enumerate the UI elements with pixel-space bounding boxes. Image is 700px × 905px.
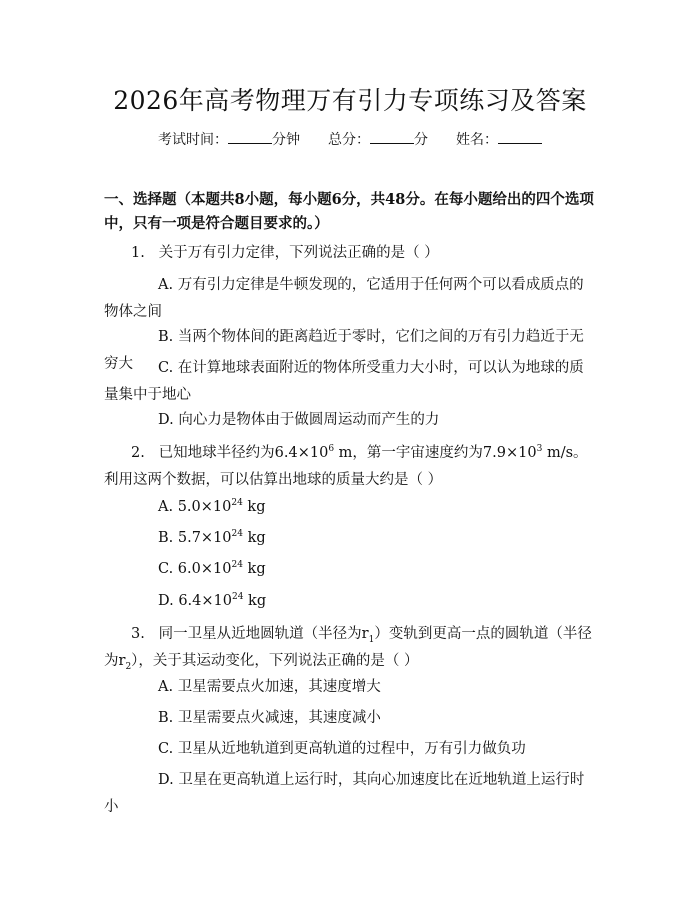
option-c-base: C. 6.0×10 xyxy=(158,561,232,577)
question-2-option-a xyxy=(104,494,592,521)
exam-time-field xyxy=(158,129,300,151)
question-2 xyxy=(104,440,592,494)
student-name-field xyxy=(456,129,542,151)
question-3-subscript-1: 1 xyxy=(368,634,375,645)
total-score-label: 总分： xyxy=(328,132,370,148)
question-2-option-c xyxy=(104,556,592,583)
question-2-exponent-2: 3 xyxy=(536,444,543,455)
question-3-text-a: 同一卫星从近地圆轨道（半径为r xyxy=(158,626,369,642)
exam-time-unit: 分钟 xyxy=(272,132,300,148)
option-d-unit: kg xyxy=(243,593,267,609)
question-1-stem xyxy=(104,240,592,267)
question-2-text-c: m/s。利用这两个数据，可以估算出地球的质量大约是（ ） xyxy=(104,445,588,488)
question-3 xyxy=(104,621,592,675)
option-d-exponent: 24 xyxy=(232,592,244,603)
question-1-option-d: D. 向心力是物体由于做圆周运动而产生的力 xyxy=(158,412,440,428)
question-3-stem xyxy=(104,621,592,675)
total-score-unit: 分 xyxy=(414,132,428,148)
question-2-text-b: m，第一宇宙速度约为7.9×10 xyxy=(334,445,537,461)
question-3-option-b: B. 卫星需要点火减速，其速度减小 xyxy=(158,710,381,726)
question-1-option-b: B. 当两个物体间的距离趋近于零时，它们之间的万有引力趋近于无穷大 xyxy=(104,329,584,372)
question-3-option-d: D. 卫星在更高轨道上运行时，其向心加速度比在近地轨道上运行时小 xyxy=(104,772,585,815)
question-2-exponent-1: 6 xyxy=(328,444,335,455)
question-1-number: 1. xyxy=(131,245,145,261)
question-2-number: 2. xyxy=(131,445,145,461)
option-a-unit: kg xyxy=(242,499,266,515)
exam-time-blank xyxy=(228,129,272,144)
question-3-text-b: ）变轨到更高一点的圆轨道（半径为r xyxy=(104,626,592,669)
question-2-option-b xyxy=(104,525,592,552)
option-b-base: B. 5.7×10 xyxy=(158,530,232,546)
question-2-stem xyxy=(104,440,592,494)
total-score-blank xyxy=(370,129,414,144)
question-3-option-a: A. 卫星需要点火加速，其速度增大 xyxy=(158,679,381,695)
option-d-base: D. 6.4×10 xyxy=(158,593,232,609)
section-heading: 一、选择题（本题共8小题，每小题6分，共48分。在每小题给出的四个选项中，只有一项是符合题目要求的。） xyxy=(104,191,594,232)
page-title: 2026年高考物理万有引力专项练习及答案 xyxy=(113,86,587,115)
question-2-option-d xyxy=(104,588,592,615)
question-1 xyxy=(104,240,592,267)
exam-time-label: 考试时间： xyxy=(158,132,228,148)
student-name-label: 姓名： xyxy=(456,132,498,148)
question-3-option-c: C. 卫星从近地轨道到更高轨道的过程中，万有引力做负功 xyxy=(158,741,526,757)
option-c-unit: kg xyxy=(242,561,266,577)
option-a-base: A. 5.0×10 xyxy=(158,499,232,515)
option-c-exponent: 24 xyxy=(231,560,243,571)
question-1-option-a: A. 万有引力定律是牛顿发现的，它适用于任何两个可以看成质点的物体之间 xyxy=(104,277,584,320)
exam-info-bar xyxy=(0,129,700,151)
option-a-exponent: 24 xyxy=(231,498,243,509)
option-b-unit: kg xyxy=(243,530,266,546)
question-3-text-c: ），关于其运动变化，下列说法正确的是（ ） xyxy=(131,653,419,669)
question-1-text: 关于万有引力定律，下列说法正确的是（ ） xyxy=(158,245,439,261)
total-score-field xyxy=(328,129,428,151)
student-name-blank xyxy=(498,129,542,144)
option-b-exponent: 24 xyxy=(231,529,243,540)
question-2-text-a: 已知地球半径约为6.4×10 xyxy=(158,445,329,461)
question-3-subscript-2: 2 xyxy=(125,661,132,672)
question-3-number: 3. xyxy=(131,626,145,642)
question-1-option-c: C. 在计算地球表面附近的物体所受重力大小时，可以认为地球的质量集中于地心 xyxy=(104,360,584,403)
